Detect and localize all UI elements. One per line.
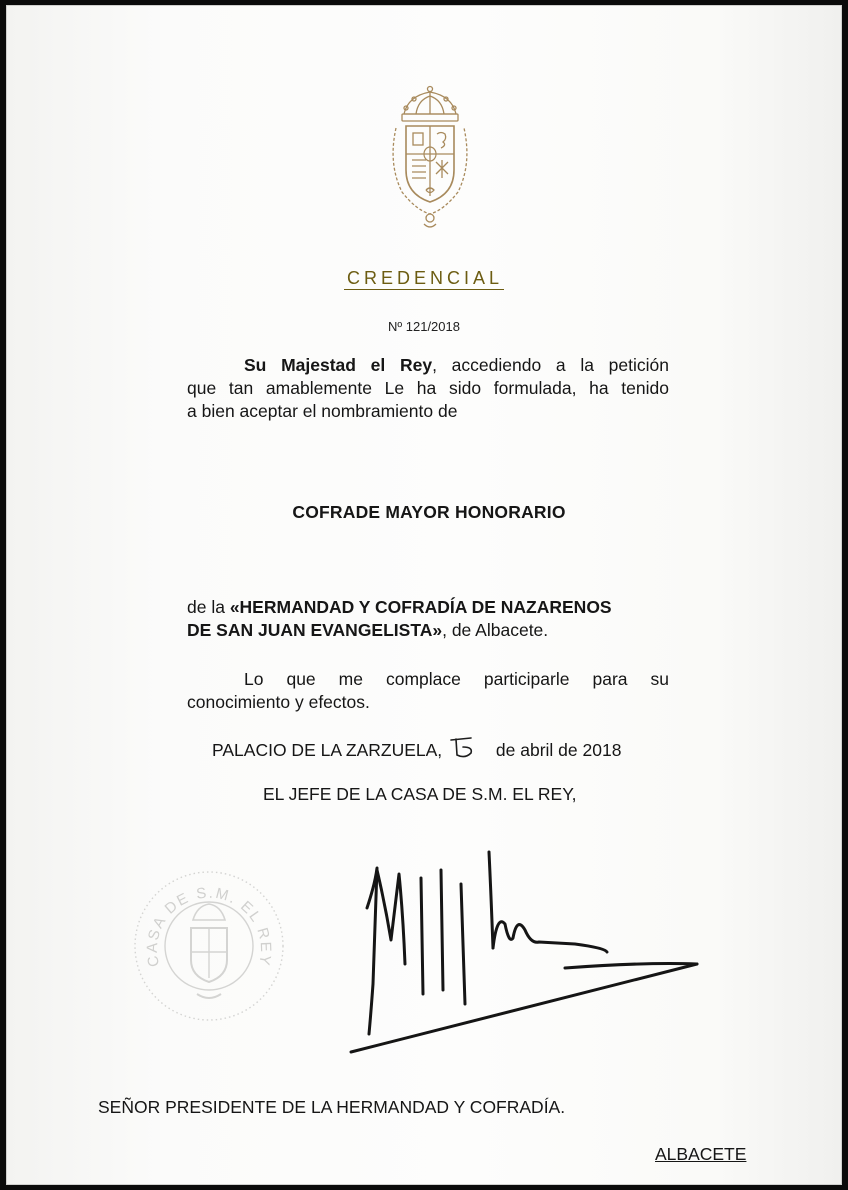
signatory-title: EL JEFE DE LA CASA DE S.M. EL REY, <box>263 784 577 804</box>
credential-document <box>6 5 842 1185</box>
recipient-city: ALBACETE <box>655 1144 747 1164</box>
credential-number: Nº 121/2018 <box>388 319 460 334</box>
paragraph-line: Lo que me complace participarle para su <box>244 669 669 689</box>
brotherhood-name: «HERMANDAD Y COFRADÍA DE NAZARENOS <box>229 597 612 617</box>
bold-lead: Su Majestad el Rey <box>244 355 433 375</box>
seal-text-icon: CASA DE S.M. EL REY <box>143 884 275 969</box>
paragraph-line <box>187 596 669 619</box>
paragraph-brotherhood <box>187 596 669 642</box>
document-title: CREDENCIAL <box>7 268 841 289</box>
handwritten-day <box>447 736 491 761</box>
paragraph-line: a bien aceptar el nombramiento de <box>187 401 458 421</box>
embossed-seal-icon <box>131 868 287 1024</box>
place-text: PALACIO DE LA ZARZUELA, <box>212 740 443 760</box>
paragraph-line <box>187 354 669 377</box>
paragraph-line: conocimiento y efectos. <box>187 692 370 712</box>
paragraph-closing <box>187 668 669 714</box>
handwritten-signature-icon <box>345 844 705 1054</box>
date-text: de abril de 2018 <box>495 740 622 760</box>
paragraph-line <box>187 619 669 642</box>
text-span: , de Albacete. <box>442 620 549 640</box>
brotherhood-name-cont: DE SAN JUAN EVANGELISTA» <box>187 620 443 640</box>
paragraph-announcement <box>187 354 669 423</box>
royal-coat-of-arms-icon <box>384 84 476 230</box>
text-span: de la <box>187 597 230 617</box>
appointment-title: COFRADE MAYOR HONORARIO <box>292 502 566 522</box>
date-line <box>212 736 621 761</box>
recipient-line: SEÑOR PRESIDENTE DE LA HERMANDAD Y COFRADÍA. <box>98 1097 566 1117</box>
paragraph-line: que tan amablemente Le ha sido formulada, ha tenido <box>187 378 669 398</box>
text-span: , accediendo a la petición <box>432 355 669 375</box>
